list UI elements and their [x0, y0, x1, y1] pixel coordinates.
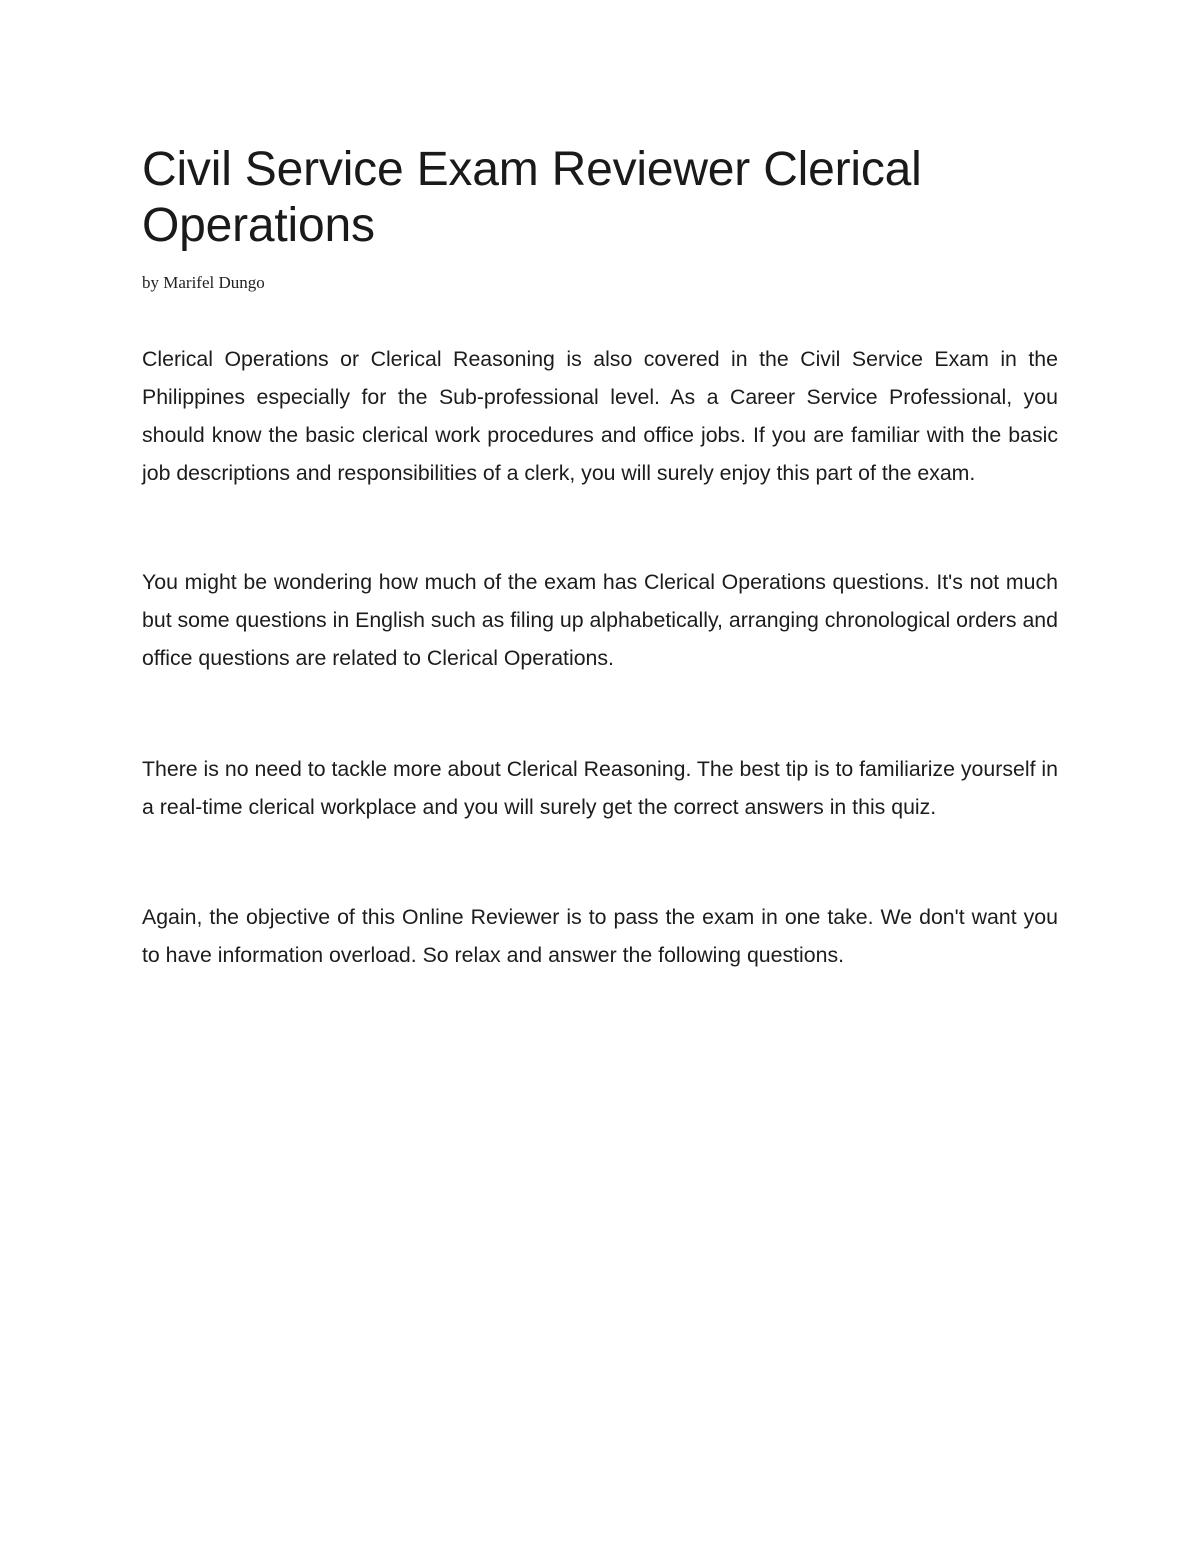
- document-title: Civil Service Exam Reviewer Clerical Operations: [142, 143, 922, 252]
- paragraph-objective: Again, the objective of this Online Reviewer is to pass the exam in one take. We don't want you to have information overload. So relax and answer the following questions.: [142, 905, 1058, 967]
- paragraph-exam-coverage: You might be wondering how much of the exam has Clerical Operations questions. It's not much but some questions in English such as filing up alphabetically, arranging chronological orders and office questions are related to Clerical Operations.: [142, 570, 1058, 670]
- paragraph-intro: Clerical Operations or Clerical Reasoning is also covered in the Civil Service Exam in the Philippines especially for the Sub-professional level. As a Career Service Professional, you should know the basic clerical work procedures and office jobs. If you are familiar with the basic job descriptions and responsibilities of a clerk, you will surely enjoy this part of the exam.: [142, 347, 1058, 485]
- paragraph-tip: There is no need to tackle more about Clerical Reasoning. The best tip is to familiarize yourself in a real-time clerical workplace and you will surely get the correct answers in this quiz.: [142, 757, 1058, 819]
- author-byline: by Marifel Dungo: [142, 273, 265, 292]
